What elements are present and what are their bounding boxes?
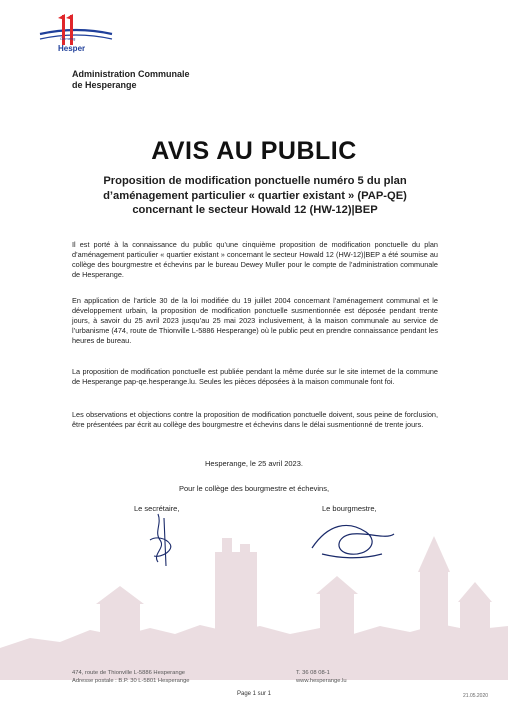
issuer-line-1: Administration Communale — [72, 69, 190, 79]
footer-address-line-2: Adresse postale : B.P. 30 L-5801 Hesperange — [72, 678, 190, 684]
mayor-signature-icon — [308, 514, 398, 564]
date-line: Hesperange, le 25 avril 2023. — [205, 459, 303, 468]
college-line: Pour le collège des bourgmestre et échevins, — [178, 484, 330, 493]
footer-address-line-1: 474, route de Thionville L-5886 Hesperange — [72, 670, 186, 676]
issuer-line-2: de Hesperange — [72, 80, 137, 90]
secretary-label: Le secrétaire, — [134, 504, 180, 513]
mayor-label: Le bourgmestre, — [322, 504, 377, 513]
logo-name: Hesper — [58, 44, 86, 53]
paragraph-publication: La proposition de modification ponctuelle est publiée pendant la même durée sur le site internet de la commune de Hesperange pap-qe.hesperange.lu. Seules les pièces déposées à la maison communale font foi. — [72, 367, 438, 386]
paragraph-announcement: Il est porté à la connaissance du public qu’une cinquième proposition de modification ponctuelle du plan d’aménagement particulier « quartier existant » concernant le secteur Howald 12 (HW-12)|BEP a été soumise au collège des bourgmestre et échevins par le bureau Dewey Muller pour le compte de l’administration communale de Hesperange. — [72, 240, 438, 279]
logo-small-text: Gemeng — [60, 36, 76, 41]
footer-contact — [296, 669, 347, 685]
page-subtitle: Proposition de modification ponctuelle numéro 5 du plan d’aménagement particulier « quartier existant » (PAP-QE) concernant le secteur Howald 12 (HW-12)|BEP — [103, 175, 407, 216]
issuer-block — [72, 69, 190, 91]
paragraph-objections: Les observations et objections contre la proposition de modification ponctuelle doivent, sous peine de forclusion, être présentées par écrit au collège des bourgmestre et échevins dans le délai susmentionné de trente jours. — [72, 410, 438, 429]
footer-phone: T. 36 08 08-1 — [296, 670, 330, 676]
document-code: 21.05.2020 — [463, 693, 489, 699]
page-number: Page 1 sur 1 — [236, 691, 272, 697]
footer-address — [72, 669, 190, 685]
page-title: AVIS AU PUBLIC — [151, 137, 357, 165]
village-skyline-watermark — [0, 530, 508, 680]
paragraph-deposit: En application de l’article 30 de la loi modifiée du 19 juillet 2004 concernant l’aménagement communal et le développement urbain, la proposition de modification ponctuelle susmentionnée est déposée pendant trente jours, à savoir du 25 avril 2023 jusqu’au 25 mai 2023 inclusivement, à la maison communale au service de l’urbanisme (474, route de Thionville L-5886 Hesperange) où le public peut en prendre connaissance pendant les heures de bureau. — [72, 296, 438, 345]
footer-website: www.hesperange.lu — [296, 678, 347, 684]
secretary-signature-icon — [140, 510, 180, 570]
